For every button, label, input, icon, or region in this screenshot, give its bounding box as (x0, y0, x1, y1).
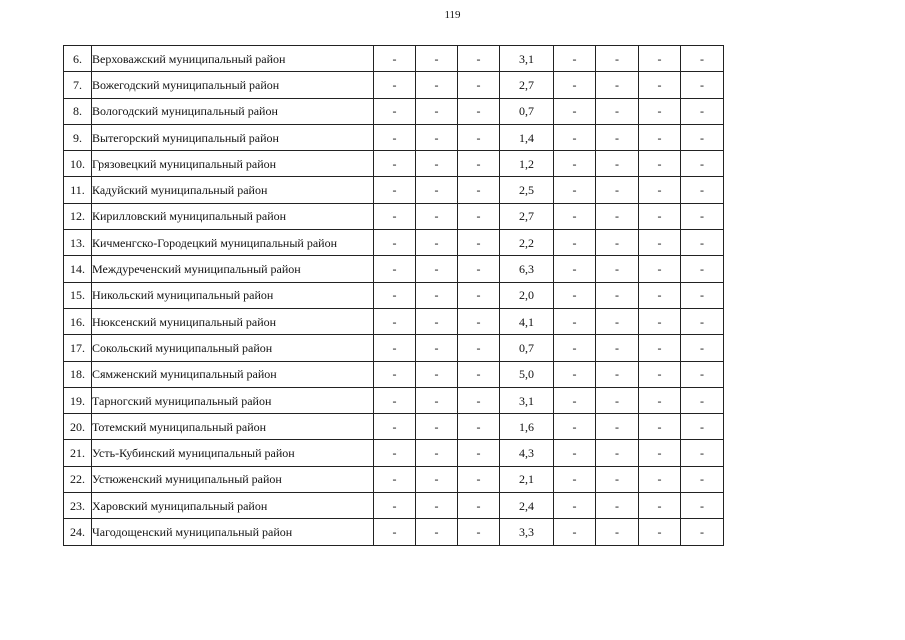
value-cell: - (681, 335, 724, 361)
value-cell: - (416, 256, 458, 282)
value-cell: - (416, 387, 458, 413)
value-cell: - (639, 335, 681, 361)
table-row (64, 440, 724, 466)
district-name: Вытегорский муниципальный район (92, 124, 374, 150)
value-cell: - (374, 203, 416, 229)
value-cell: 1,2 (500, 151, 554, 177)
value-cell: - (681, 98, 724, 124)
value-cell: 2,2 (500, 230, 554, 256)
table-body (64, 46, 724, 546)
value-cell: - (374, 361, 416, 387)
value-cell: - (639, 387, 681, 413)
value-cell: - (639, 493, 681, 519)
value-cell: - (596, 203, 639, 229)
value-cell: - (596, 256, 639, 282)
value-cell: - (596, 124, 639, 150)
value-cell: - (554, 256, 596, 282)
value-cell: - (374, 98, 416, 124)
value-cell: - (416, 519, 458, 545)
row-number: 11. (64, 177, 92, 203)
row-number: 22. (64, 466, 92, 492)
value-cell: - (374, 256, 416, 282)
table-row (64, 414, 724, 440)
value-cell: 5,0 (500, 361, 554, 387)
value-cell: 0,7 (500, 98, 554, 124)
value-cell: - (458, 519, 500, 545)
district-name: Сямженский муниципальный район (92, 361, 374, 387)
value-cell: 6,3 (500, 256, 554, 282)
value-cell: - (596, 46, 639, 72)
value-cell: - (639, 282, 681, 308)
value-cell: 2,0 (500, 282, 554, 308)
value-cell: - (639, 72, 681, 98)
value-cell: - (554, 466, 596, 492)
row-number: 6. (64, 46, 92, 72)
value-cell: - (554, 72, 596, 98)
district-name: Верховажский муниципальный район (92, 46, 374, 72)
value-cell: - (639, 519, 681, 545)
district-name: Тотемский муниципальный район (92, 414, 374, 440)
value-cell: 2,7 (500, 203, 554, 229)
district-name: Междуреченский муниципальный район (92, 256, 374, 282)
value-cell: - (639, 414, 681, 440)
value-cell: - (681, 46, 724, 72)
row-number: 18. (64, 361, 92, 387)
value-cell: - (554, 335, 596, 361)
value-cell: - (554, 308, 596, 334)
value-cell: - (374, 124, 416, 150)
value-cell: - (374, 177, 416, 203)
district-name: Чагодощенский муниципальный район (92, 519, 374, 545)
value-cell: - (458, 282, 500, 308)
value-cell: - (374, 414, 416, 440)
value-cell: 0,7 (500, 335, 554, 361)
value-cell: - (554, 203, 596, 229)
page-number: 119 (444, 9, 461, 21)
value-cell: - (596, 361, 639, 387)
value-cell: - (458, 98, 500, 124)
value-cell: - (554, 46, 596, 72)
row-number: 17. (64, 335, 92, 361)
value-cell: 1,6 (500, 414, 554, 440)
value-cell: - (681, 72, 724, 98)
row-number: 12. (64, 203, 92, 229)
row-number: 24. (64, 519, 92, 545)
row-number: 16. (64, 308, 92, 334)
value-cell: - (681, 177, 724, 203)
value-cell: - (596, 493, 639, 519)
value-cell: - (554, 230, 596, 256)
value-cell: - (554, 98, 596, 124)
district-name: Никольский муниципальный район (92, 282, 374, 308)
value-cell: - (458, 177, 500, 203)
value-cell: - (416, 466, 458, 492)
value-cell: - (374, 519, 416, 545)
table-row (64, 282, 724, 308)
value-cell: - (458, 387, 500, 413)
table-row (64, 203, 724, 229)
value-cell: - (596, 466, 639, 492)
value-cell: - (554, 151, 596, 177)
value-cell: - (681, 203, 724, 229)
value-cell: - (681, 230, 724, 256)
row-number: 10. (64, 151, 92, 177)
value-cell: - (416, 124, 458, 150)
value-cell: - (416, 203, 458, 229)
table-row (64, 361, 724, 387)
district-name: Харовский муниципальный район (92, 493, 374, 519)
value-cell: - (596, 387, 639, 413)
table-row (64, 46, 724, 72)
value-cell: - (639, 203, 681, 229)
district-name: Кирилловский муниципальный район (92, 203, 374, 229)
row-number: 14. (64, 256, 92, 282)
value-cell: 4,1 (500, 308, 554, 334)
district-name: Тарногский муниципальный район (92, 387, 374, 413)
value-cell: - (596, 151, 639, 177)
value-cell: - (458, 72, 500, 98)
table-row (64, 308, 724, 334)
district-name: Нюксенский муниципальный район (92, 308, 374, 334)
value-cell: - (458, 46, 500, 72)
value-cell: - (554, 124, 596, 150)
row-number: 19. (64, 387, 92, 413)
value-cell: - (416, 361, 458, 387)
table-row (64, 98, 724, 124)
value-cell: - (596, 440, 639, 466)
table-row (64, 177, 724, 203)
row-number: 20. (64, 414, 92, 440)
value-cell: 2,7 (500, 72, 554, 98)
value-cell: - (554, 177, 596, 203)
value-cell: - (374, 493, 416, 519)
value-cell: - (374, 230, 416, 256)
value-cell: - (416, 230, 458, 256)
table-row (64, 466, 724, 492)
value-cell: - (416, 335, 458, 361)
value-cell: - (596, 282, 639, 308)
value-cell: - (374, 308, 416, 334)
district-name: Кадуйский муниципальный район (92, 177, 374, 203)
row-number: 13. (64, 230, 92, 256)
value-cell: - (681, 308, 724, 334)
value-cell: - (639, 308, 681, 334)
value-cell: 3,1 (500, 387, 554, 413)
value-cell: - (554, 282, 596, 308)
value-cell: - (458, 256, 500, 282)
value-cell: - (374, 282, 416, 308)
value-cell: - (554, 493, 596, 519)
value-cell: 2,5 (500, 177, 554, 203)
value-cell: - (681, 124, 724, 150)
value-cell: - (458, 466, 500, 492)
value-cell: - (458, 493, 500, 519)
table-row (64, 387, 724, 413)
district-name: Сокольский муниципальный район (92, 335, 374, 361)
value-cell: - (458, 335, 500, 361)
value-cell: - (681, 387, 724, 413)
district-name: Кичменгско-Городецкий муниципальный район (92, 230, 374, 256)
value-cell: 4,3 (500, 440, 554, 466)
value-cell: - (416, 282, 458, 308)
district-name: Устюженский муниципальный район (92, 466, 374, 492)
row-number: 21. (64, 440, 92, 466)
value-cell: - (639, 256, 681, 282)
district-name: Вологодский муниципальный район (92, 98, 374, 124)
value-cell: - (681, 440, 724, 466)
value-cell: - (596, 98, 639, 124)
table-row (64, 124, 724, 150)
value-cell: - (596, 519, 639, 545)
value-cell: - (374, 466, 416, 492)
value-cell: - (416, 308, 458, 334)
districts-table (63, 45, 724, 546)
value-cell: - (681, 361, 724, 387)
value-cell: - (596, 72, 639, 98)
table-row (64, 151, 724, 177)
value-cell: - (458, 230, 500, 256)
value-cell: - (374, 387, 416, 413)
value-cell: - (374, 46, 416, 72)
value-cell: - (596, 308, 639, 334)
row-number: 7. (64, 72, 92, 98)
value-cell: - (554, 519, 596, 545)
value-cell: - (416, 414, 458, 440)
value-cell: - (458, 440, 500, 466)
table-row (64, 72, 724, 98)
value-cell: - (374, 72, 416, 98)
value-cell: - (596, 335, 639, 361)
value-cell: - (374, 335, 416, 361)
table-row (64, 519, 724, 545)
value-cell: - (458, 414, 500, 440)
value-cell: - (596, 414, 639, 440)
value-cell: - (639, 466, 681, 492)
table-row (64, 256, 724, 282)
value-cell: - (374, 440, 416, 466)
value-cell: 2,1 (500, 466, 554, 492)
row-number: 8. (64, 98, 92, 124)
value-cell: - (458, 361, 500, 387)
value-cell: - (554, 440, 596, 466)
value-cell: - (681, 466, 724, 492)
value-cell: - (639, 230, 681, 256)
value-cell: - (596, 230, 639, 256)
table-row (64, 335, 724, 361)
value-cell: 3,3 (500, 519, 554, 545)
value-cell: - (554, 414, 596, 440)
district-name: Грязовецкий муниципальный район (92, 151, 374, 177)
value-cell: - (639, 151, 681, 177)
row-number: 23. (64, 493, 92, 519)
value-cell: - (554, 361, 596, 387)
value-cell: - (416, 98, 458, 124)
value-cell: 2,4 (500, 493, 554, 519)
row-number: 15. (64, 282, 92, 308)
district-name: Усть-Кубинский муниципальный район (92, 440, 374, 466)
value-cell: - (416, 177, 458, 203)
row-number: 9. (64, 124, 92, 150)
value-cell: - (458, 203, 500, 229)
value-cell: - (639, 440, 681, 466)
value-cell: - (596, 177, 639, 203)
value-cell: - (639, 361, 681, 387)
value-cell: - (458, 308, 500, 334)
table-row (64, 493, 724, 519)
value-cell: - (458, 124, 500, 150)
value-cell: - (681, 282, 724, 308)
value-cell: - (681, 256, 724, 282)
value-cell: - (416, 493, 458, 519)
value-cell: - (639, 124, 681, 150)
value-cell: - (681, 519, 724, 545)
value-cell: - (416, 151, 458, 177)
value-cell: - (416, 46, 458, 72)
district-name: Вожегодский муниципальный район (92, 72, 374, 98)
value-cell: - (458, 151, 500, 177)
value-cell: - (681, 493, 724, 519)
table-row (64, 230, 724, 256)
value-cell: - (681, 414, 724, 440)
value-cell: - (554, 387, 596, 413)
value-cell: - (639, 46, 681, 72)
value-cell: - (639, 177, 681, 203)
value-cell: - (416, 72, 458, 98)
value-cell: - (374, 151, 416, 177)
value-cell: - (681, 151, 724, 177)
value-cell: - (416, 440, 458, 466)
value-cell: - (639, 98, 681, 124)
value-cell: 3,1 (500, 46, 554, 72)
value-cell: 1,4 (500, 124, 554, 150)
